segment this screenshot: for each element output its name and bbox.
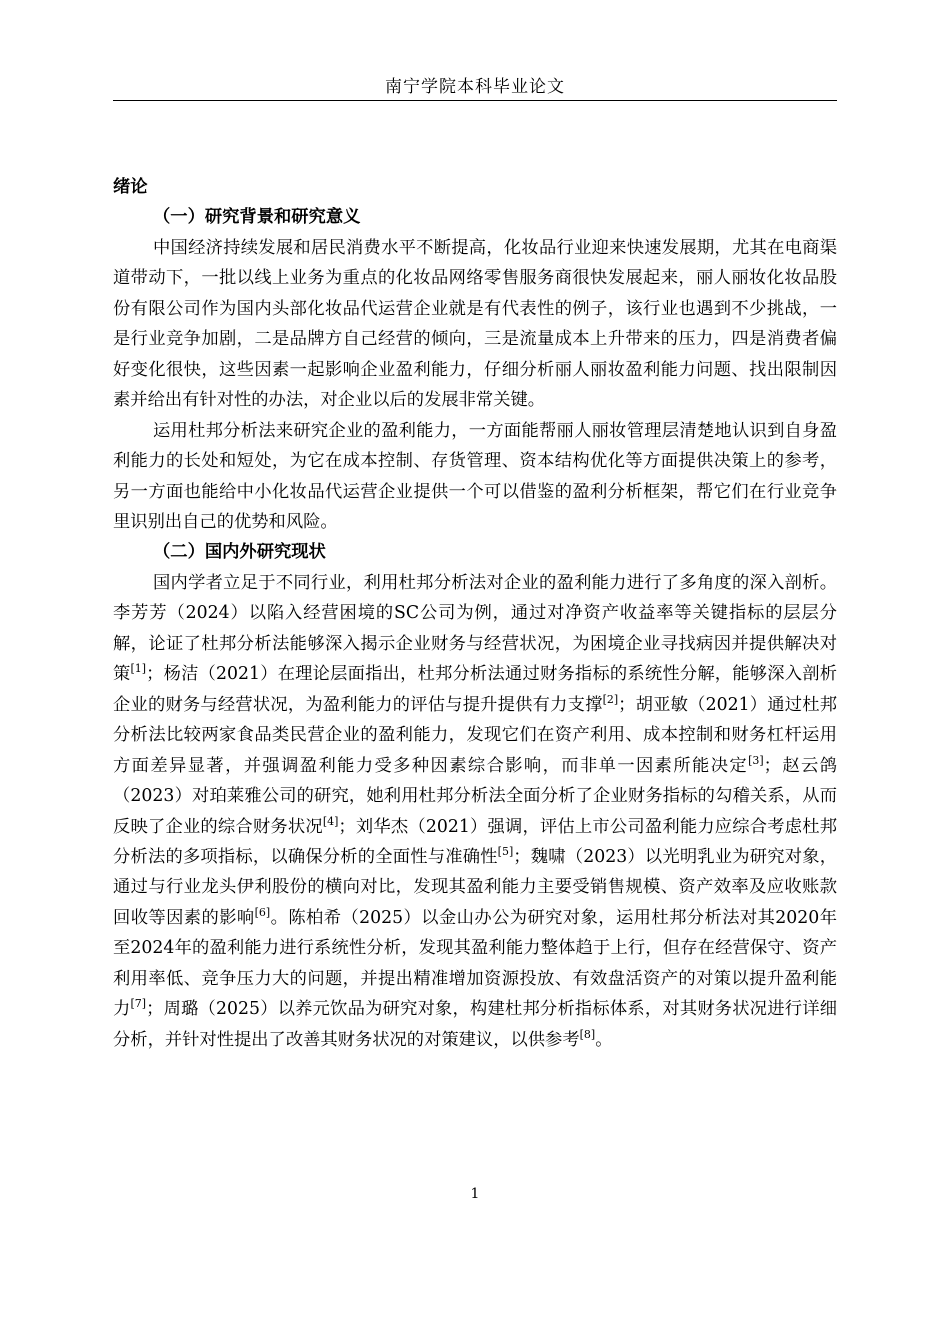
text-segment: 。 bbox=[595, 1029, 613, 1050]
page-number: 1 bbox=[470, 1186, 480, 1202]
text-segment: ；杨洁（2021）在理论层面指出，杜邦分析法通过财务指标的系统性分解，能够深入剖析企业的财务与经营状况，为盈利能力的评估与提升提供有力支撑 bbox=[113, 664, 837, 715]
paragraph-literature bbox=[113, 568, 837, 1055]
citation-ref-2[interactable]: [2] bbox=[602, 692, 619, 706]
text-segment: 。陈柏希（2025）以金山办公为研究对象，运用杜邦分析法对其2020年至2024年的盈利能力进行系统性分析，发现其盈利能力整体趋于上行，但存在经营保守、资产利用率低、竞争压力大的问题，并提出精准增加资源投放、有效盘活资产的对策以提升盈利能力 bbox=[113, 907, 837, 1020]
subsection-title-literature: （二）国内外研究现状 bbox=[153, 542, 326, 563]
paragraph-significance: 运用杜邦分析法来研究企业的盈利能力，一方面能帮丽人丽妆管理层清楚地认识到自身盈利能力的长处和短处，为它在成本控制、存货管理、资本结构优化等方面提供决策上的参考，另一方面也能给中小化妆品代运营企业提供一个可以借鉴的盈利分析框架，帮它们在行业竞争里识别出自己的优势和风险。 bbox=[113, 420, 837, 532]
citation-ref-6[interactable]: [6] bbox=[254, 906, 271, 920]
citation-ref-1[interactable]: [1] bbox=[130, 662, 147, 676]
text-segment: ；刘华杰（2021）强调，评估上市公司盈利能力应综合考虑杜邦分析法的多项指标，以确保分析的全面性与准确性 bbox=[113, 816, 837, 867]
text-segment: ；魏啸（2023）以光明乳业为研究对象，通过与行业龙头伊利股份的横向对比，发现其盈利能力主要受销售规模、资产效率及应收账款回收等因素的影响 bbox=[113, 846, 837, 928]
citation-ref-4[interactable]: [4] bbox=[322, 814, 339, 828]
citation-ref-8[interactable]: [8] bbox=[579, 1027, 596, 1041]
text-segment: ；周璐（2025）以养元饮品为研究对象，构建杜邦分析指标体系，对其财务状况进行详细分析，并针对性提出了改善其财务状况的对策建议，以供参考 bbox=[113, 999, 837, 1050]
page-header: 南宁学院本科毕业论文 bbox=[385, 77, 565, 97]
citation-ref-7[interactable]: [7] bbox=[130, 997, 147, 1011]
text-segment: ；胡亚敏（2021）通过杜邦分析法比较两家食品类民营企业的盈利能力，发现它们在资产利用、成本控制和财务杠杆运用方面差异显著，并强调盈利能力受多种因素综合影响，而非单一因素所能决定 bbox=[113, 694, 837, 776]
paragraph-background: 中国经济持续发展和居民消费水平不断提高，化妆品行业迎来快速发展期，尤其在电商渠道带动下，一批以线上业务为重点的化妆品网络零售服务商很快发展起来，丽人丽妆化妆品股份有限公司作为国内头部化妆品代运营企业就是有代表性的例子，该行业也遇到不少挑战，一是行业竞争加剧，二是品牌方自己经营的倾向，三是流量成本上升带来的压力，四是消费者偏好变化很快，这些因素一起影响企业盈利能力，仔细分析丽人丽妆盈利能力问题、找出限制因素并给出有针对性的办法，对企业以后的发展非常关键。 bbox=[113, 237, 837, 411]
section-title: 绪论 bbox=[113, 177, 148, 197]
text-segment: 国内学者立足于不同行业，利用杜邦分析法对企业的盈利能力进行了多角度的深入剖析。李芳芳（2024）以陷入经营困境的SC公司为例，通过对净资产收益率等关键指标的层层分解，论证了杜邦分析法能够深入揭示企业财务与经营状况，为困境企业寻找病因并提供解决对策 bbox=[113, 572, 837, 685]
citation-ref-5[interactable]: [5] bbox=[497, 845, 514, 859]
header-rule bbox=[113, 100, 837, 101]
text-segment: ；赵云鸽（2023）对珀莱雅公司的研究，她利用杜邦分析法全面分析了企业财务指标的勾稽关系，从而反映了企业的综合财务状况 bbox=[113, 755, 837, 837]
subsection-title-background: （一）研究背景和研究意义 bbox=[153, 207, 361, 228]
citation-ref-3[interactable]: [3] bbox=[748, 753, 764, 767]
main-content bbox=[113, 172, 837, 1055]
